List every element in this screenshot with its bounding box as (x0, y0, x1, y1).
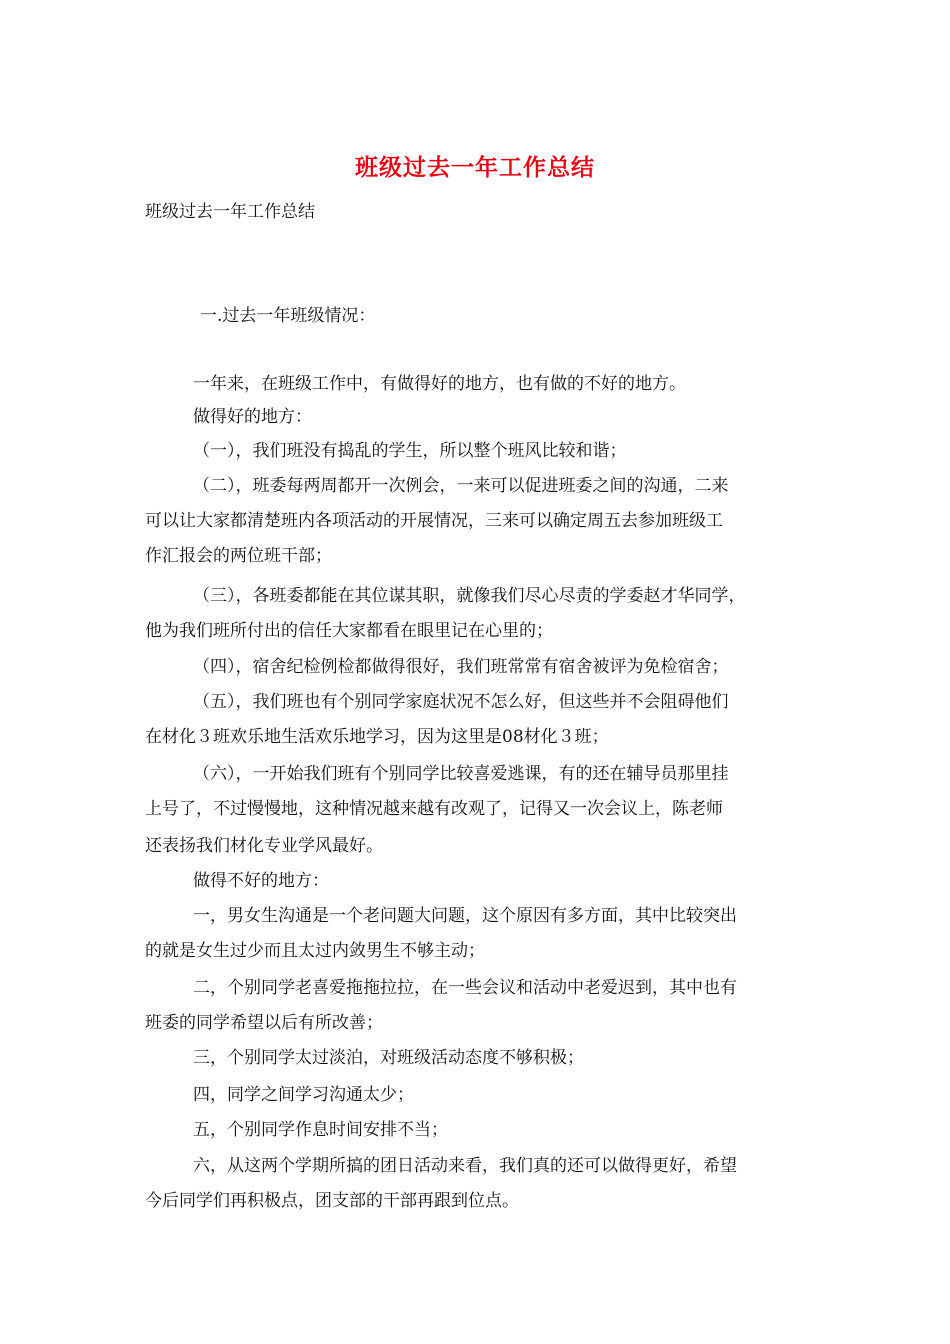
paragraph-line: 一，男女生沟通是一个老问题大问题，这个原因有多方面，其中比较突出 (193, 906, 737, 926)
paragraph-line: 六，从这两个学期所搞的团日活动来看，我们真的还可以做得更好，希望 (193, 1156, 737, 1176)
paragraph-line: 四，同学之间学习沟通太少； (193, 1085, 414, 1105)
paragraph-line: 在材化３班欢乐地生活欢乐地学习，因为这里是08材化３班； (145, 727, 609, 747)
paragraph-line: 三，个别同学太过淡泊，对班级活动态度不够积极； (193, 1048, 584, 1068)
paragraph-line: （六），一开始我们班有个别同学比较喜爱逃课，有的还在辅导员那里挂 (193, 764, 729, 784)
paragraph-line: 班委的同学希望以后有所改善； (145, 1013, 383, 1033)
paragraph-line: （三），各班委都能在其位谋其职，就像我们尽心尽责的学委赵才华同学， (193, 586, 746, 606)
paragraph-line: 二，个别同学老喜爱拖拖拉拉，在一些会议和活动中老爱迟到，其中也有 (193, 978, 737, 998)
paragraph-line: 五，个别同学作息时间安排不当； (193, 1120, 448, 1140)
paragraph-line: 做得不好的地方： (193, 871, 329, 891)
paragraph-line: （一），我们班没有捣乱的学生，所以整个班风比较和谐； (193, 441, 627, 461)
paragraph-line: 作汇报会的两位班干部； (145, 546, 332, 566)
paragraph-line: 还表扬我们材化专业学风最好。 (145, 836, 383, 856)
paragraph-line: 上号了，不过慢慢地，这种情况越来越有改观了，记得又一次会议上，陈老师 (145, 799, 723, 819)
document-subtitle: 班级过去一年工作总结 (145, 202, 315, 222)
paragraph-line: 做得好的地方： (193, 407, 312, 427)
paragraph-line: 一年来，在班级工作中，有做得好的地方，也有做的不好的地方。 (193, 374, 686, 394)
paragraph-line: （五），我们班也有个别同学家庭状况不怎么好，但这些并不会阻碍他们 (193, 692, 729, 712)
paragraph-line: 他为我们班所付出的信任大家都看在眼里记在心里的； (145, 621, 553, 641)
paragraph-line: 的就是女生过少而且太过内敛男生不够主动； (145, 941, 485, 961)
document-title: 班级过去一年工作总结 (355, 154, 595, 181)
paragraph-line: 今后同学们再积极点，团支部的干部再跟到位点。 (145, 1191, 519, 1211)
section-heading: 一.过去一年班级情况： (200, 306, 376, 326)
paragraph-line: （四），宿舍纪检例检都做得很好，我们班常常有宿舍被评为免检宿舍； (193, 657, 729, 677)
paragraph-line: 可以让大家都清楚班内各项活动的开展情况，三来可以确定周五去参加班级工 (145, 511, 723, 531)
paragraph-line: （二），班委每两周都开一次例会，一来可以促进班委之间的沟通，二来 (193, 476, 729, 496)
